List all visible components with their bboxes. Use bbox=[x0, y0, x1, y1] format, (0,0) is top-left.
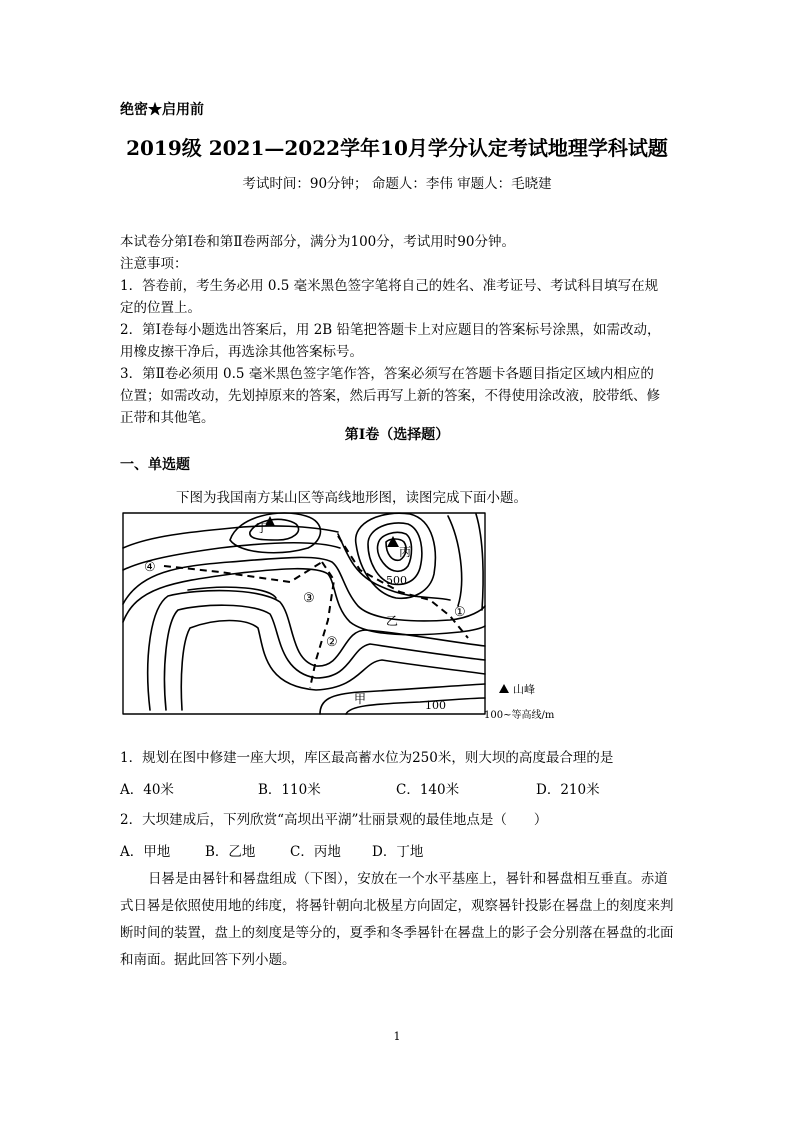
question-1-option-c[interactable]: C．140米 bbox=[396, 782, 460, 798]
label-ding: 丁 bbox=[256, 521, 269, 535]
question-1-option-b[interactable]: B．110米 bbox=[258, 782, 321, 798]
legend-contour: 100~等高线/m bbox=[484, 710, 555, 721]
marker-3: ③ bbox=[303, 591, 315, 606]
question-2-option-d[interactable]: D．丁地 bbox=[372, 844, 424, 860]
note-3b: 位置；如需改动，先划掉原来的答案，然后再写上新的答案，不得使用涂改液，胶带纸、修 bbox=[120, 388, 660, 404]
note-2b: 用橡皮擦干净后，再选涂其他答案标号。 bbox=[120, 344, 363, 360]
question-2-option-b[interactable]: B．乙地 bbox=[205, 844, 256, 860]
question-2-stem: 2．大坝建成后，下列欣赏“高坝出平湖”壮丽景观的最佳地点是（ ） bbox=[120, 812, 548, 828]
label-500: 500 bbox=[386, 574, 407, 587]
note-1a: 1．答卷前，考生务必用 0.5 毫米黑色签字笔将自己的姓名、准考证号、考试科目填写在规 bbox=[120, 278, 659, 294]
question-1-option-d[interactable]: D．210米 bbox=[536, 782, 600, 798]
note-2a: 2．第Ⅰ卷每小题选出答案后，用 2B 铅笔把答题卡上对应题目的答案标号涂黑，如需改动， bbox=[120, 322, 661, 338]
legend-peak: 山峰 bbox=[513, 683, 535, 696]
marker-4: ④ bbox=[144, 560, 156, 575]
instruction-line: 本试卷分第Ⅰ卷和第Ⅱ卷两部分，满分为100分，考试用时90分钟。 bbox=[120, 234, 515, 250]
label-100: 100 bbox=[425, 699, 446, 712]
map-intro: 下图为我国南方某山区等高线地形图，读图完成下面小题。 bbox=[176, 490, 527, 506]
marker-2: ② bbox=[326, 635, 338, 650]
legend-peak-icon bbox=[499, 684, 509, 693]
peak-bing-icon bbox=[387, 536, 399, 547]
notes-title: 注意事项： bbox=[120, 256, 188, 272]
question-1-option-a[interactable]: A．40米 bbox=[120, 782, 174, 798]
question-2-option-a[interactable]: A．甲地 bbox=[120, 844, 171, 860]
section-title: 第Ⅰ卷（选择题） bbox=[344, 427, 450, 443]
contour-map bbox=[120, 510, 590, 725]
note-3c: 正带和其他笔。 bbox=[120, 410, 215, 426]
question-1-stem: 1．规划在图中修建一座大坝，库区最高蓄水位为250米，则大坝的高度最合理的是 bbox=[120, 750, 614, 766]
page-number: 1 bbox=[393, 1030, 401, 1043]
exam-title: 2019级 2021—2022学年10月学分认定考试地理学科试题 bbox=[126, 136, 668, 160]
label-bing: 丙 bbox=[399, 545, 412, 559]
question-2-option-c[interactable]: C．丙地 bbox=[290, 844, 341, 860]
label-yi: 乙 bbox=[386, 614, 399, 628]
marker-1: ① bbox=[454, 605, 466, 620]
sundial-passage: 日晷是由晷针和晷盘组成（下图），安放在一个水平基座上，晷针和晷盘相互垂直。赤道式日晷是依照使用地的纬度，将晷针朝向北极星方向固定，观察晷针投影在晷盘上的刻度来判断时间的装置，盘上的刻度是等分的，夏季和冬季晷针在晷盘上的影子会分别落在晷盘的北面和南面。据此回答下列小题。 bbox=[120, 871, 674, 968]
note-3a: 3．第Ⅱ卷必须用 0.5 毫米黑色签字笔作答，答案必须写在答题卡各题目指定区域内相应的 bbox=[120, 366, 654, 382]
confidential-label: 绝密★启用前 bbox=[120, 102, 204, 118]
exam-meta: 考试时间：90分钟； 命题人：李伟 审题人：毛晓建 bbox=[242, 176, 552, 192]
part-title: 一、单选题 bbox=[120, 457, 190, 473]
label-jia: 甲 bbox=[354, 692, 367, 706]
note-1b: 定的位置上。 bbox=[120, 300, 201, 316]
